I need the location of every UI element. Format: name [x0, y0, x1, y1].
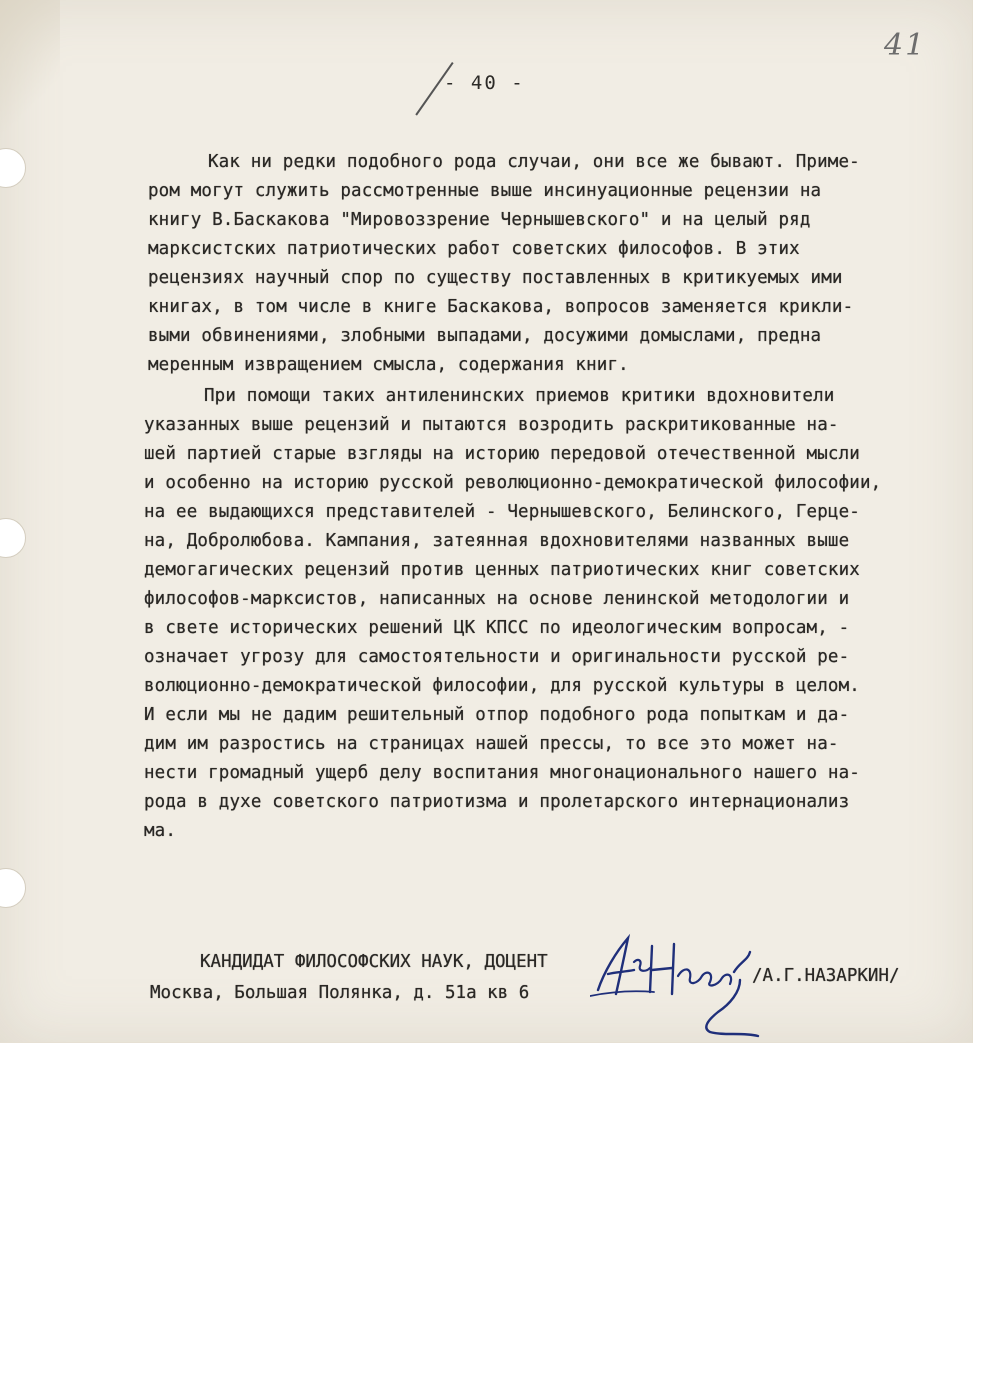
text-line: шей партией старые взгляды на историю передовой отечественной мысли: [144, 444, 860, 464]
text-line: И если мы не дадим решительный отпор подобного рода попыткам и да-: [144, 705, 850, 725]
text-line: дим им разростись на страницах нашей прессы, то все это может на-: [144, 734, 839, 754]
text-line: нести громадный ущерб делу воспитания многонационального нашего на-: [144, 763, 860, 783]
text-line: означает угрозу для самостоятельности и оригинальности русской ре-: [144, 647, 850, 667]
handwritten-signature: [590, 932, 780, 1042]
page-number: - 40 -: [444, 72, 525, 94]
text-line: меренным извращением смысла, содержания книг.: [148, 355, 629, 375]
text-line: книгу В.Баскакова "Мировоззрение Чернышевского" и на целый ряд: [148, 210, 811, 230]
text-line: книгах, в том числе в книге Баскакова, вопросов заменяется крикли-: [148, 297, 854, 317]
punch-hole-2: [0, 518, 26, 558]
text-line: на, Добролюбова. Кампания, затеянная вдохновителями названных выше: [144, 531, 850, 551]
text-line: ром могут служить рассмотренные выше инсинуационные рецензии на: [148, 181, 822, 201]
text-line: ма.: [144, 821, 177, 841]
text-line: рода в духе советского патриотизма и пролетарского интернационализ: [144, 792, 850, 812]
page-fold-shadow: [0, 0, 60, 140]
text-line: При помощи таких антиленинских приемов критики вдохновители: [204, 386, 835, 406]
punch-hole-3: [0, 868, 26, 908]
signer-title: КАНДИДАТ ФИЛОСОФСКИХ НАУК, ДОЦЕНТ: [200, 952, 548, 972]
text-line: и особенно на историю русской революционно-демократической философии,: [144, 473, 882, 493]
signer-address: Москва, Большая Полянка, д. 51а кв 6: [150, 983, 530, 1003]
signer-name: /А.Г.НАЗАРКИН/: [752, 966, 900, 986]
text-line: Как ни редки подобного рода случаи, они все же бывают. Приме-: [208, 152, 860, 172]
text-line: рецензиях научный спор по существу поставленных в критикуемых ими: [148, 268, 843, 288]
archive-folio-number: 41: [884, 28, 927, 63]
text-line: в свете исторических решений ЦК КПСС по идеологическим вопросам, -: [144, 618, 850, 638]
text-line: выми обвинениями, злобными выпадами, досужими домыслами, предна: [148, 326, 822, 346]
text-line: указанных выше рецензий и пытаются возродить раскритикованные на-: [144, 415, 839, 435]
punch-hole-1: [0, 148, 26, 188]
text-line: на ее выдающихся представителей - Чернышевского, Белинского, Герце-: [144, 502, 860, 522]
text-line: марксистских патриотических работ советских философов. В этих: [148, 239, 800, 259]
text-line: волюционно-демократической философии, для русской культуры в целом.: [144, 676, 860, 696]
text-line: демогагических рецензий против ценных патриотических книг советских: [144, 560, 860, 580]
text-line: философов-марксистов, написанных на основе ленинской методологии и: [144, 589, 850, 609]
